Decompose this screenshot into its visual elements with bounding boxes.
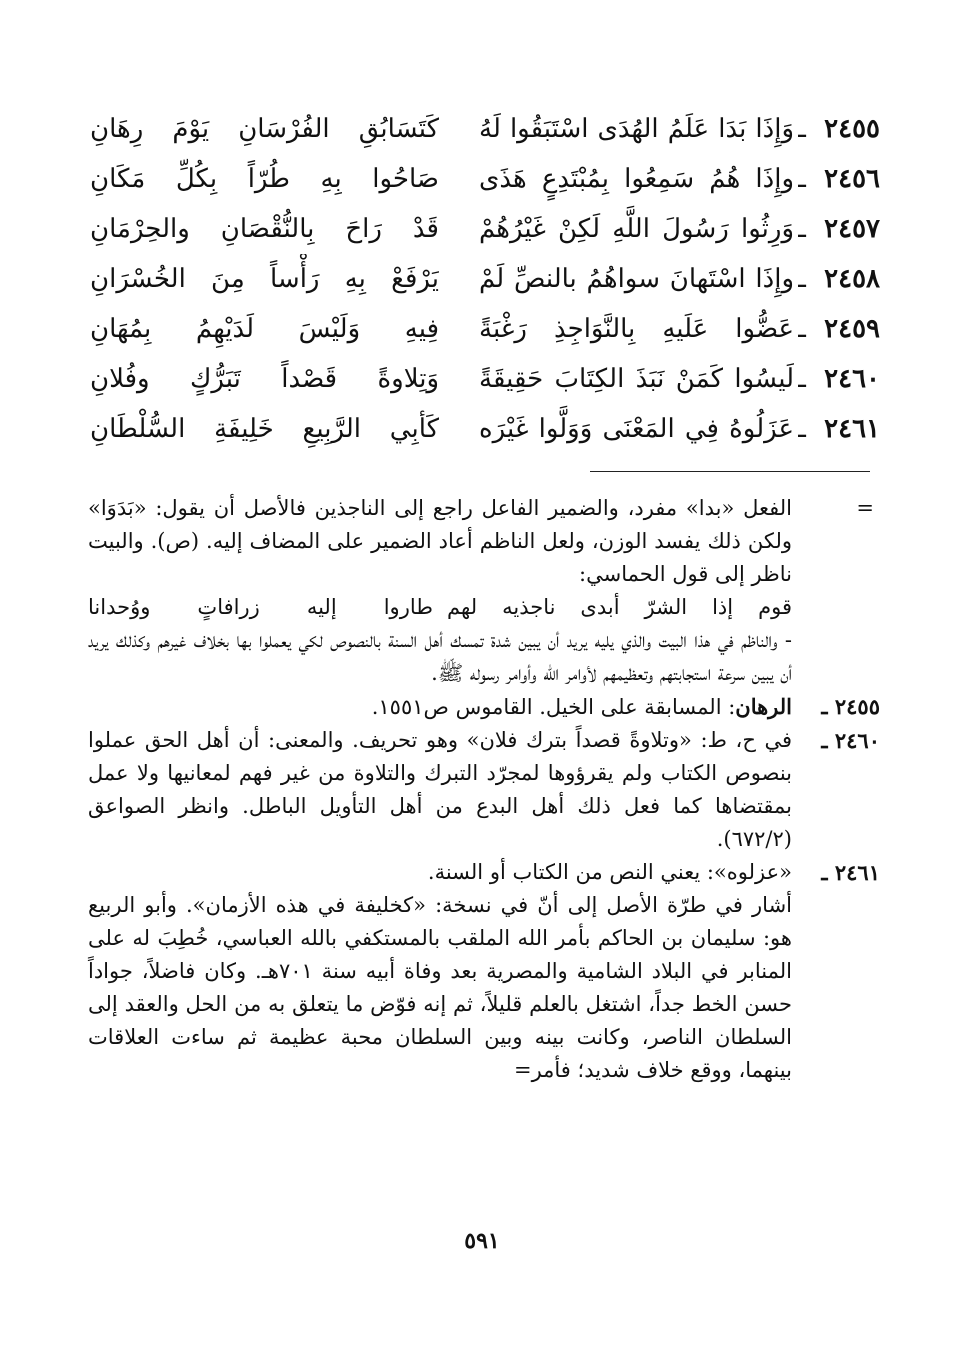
verse-line — [90, 354, 880, 404]
verse-dash: ـ — [798, 164, 806, 194]
footnote-text: - والناظم في هذا البيت والذي يليه يريد أن يبين شدة تمسك أهل السنة بالنصوص لكي يعملوا بها بخلاف غيرهم وكذلك يريد أن يبين سرعة استجابتهم وتعظيمهم لأوامر الله وأوامر رسوله ﷺ. — [88, 628, 792, 685]
verse-dash: ـ — [798, 364, 806, 394]
poem-first-half: قوم إذا الشرّ أبدى ناجذيه لهم — [447, 595, 792, 619]
verse-first-hemistich: وَرِثُوا رَسُولَ اللَّهِ لَكِنْ غَيْرُهُمْ — [479, 214, 794, 244]
verse-second-hemistich: صَاحُوا بِهِ طُرّاً بِكُلِّ مَكَانِ — [90, 164, 439, 194]
verse-number: ٢٤٥٨ — [824, 264, 880, 294]
verse-line — [90, 254, 880, 304]
verse-line — [90, 404, 880, 454]
footnote-number: ٢٤٥٥ ـ — [821, 694, 880, 719]
verse-number: ٢٤٥٥ — [824, 114, 880, 144]
verse-number: ٢٤٦٠ — [824, 364, 880, 394]
continuation-mark: = — [856, 496, 874, 520]
verse-dash: ـ — [798, 114, 806, 144]
verse-number: ٢٤٦١ — [824, 414, 880, 444]
verse-second-hemistich: وَتِلاوةً قَصْداً تَبَرُّكٍ وفُلانِ — [90, 364, 439, 394]
verse-first-hemistich: عَزَلُوهُ فِي المَعْنَى وَوَلَّوا غَيْرَه — [479, 414, 794, 444]
verse-second-hemistich: فِيهِ وَلَيْسَ لَدَيْهِمُ بِمُهَانِ — [90, 314, 439, 344]
verse-first-hemistich: وإِذَا هُمُ سَمِعُوا بِمُبْتَدِعٍ هَذَى — [479, 164, 794, 194]
footnote-text: : المسابقة على الخيل. القاموس ص١٥٥١. — [371, 695, 736, 719]
verse-line — [90, 154, 880, 204]
verse-second-hemistich: كَتَسَابُقِ الفُرْسَانِ يَوْمَ رِهَانِ — [90, 114, 439, 144]
footnote-text: أشار في طرّة الأصل إلى أنّ في نسخة: «كخليفة في هذه الأزمان». وأبو الربيع هو: سليمان بن الحاكم بأمر الله الملقب بالمستكفي بالله العباسي، خُطِبَ له على المنابر في البلاد الشامية والمصرية بعد وفاة أبيه سنة ٧٠١هـ. وكان فاضلاً، جواداً حسن الخط جداً، اشتغل بالعلم قليلاً، ثم إنه فوّض ما يتعلق به من الحل والعقد إلى السلطان الناصر، وكانت بينه وبين السلطان محبة عظيمة ثم ساءت العلاقات بينهما، ووقع خلاف شديد؛ فأمر= — [88, 893, 792, 1082]
verse-line — [90, 104, 880, 154]
footnote-continued — [88, 492, 880, 690]
verse-dash: ـ — [798, 264, 806, 294]
verse-first-hemistich: وَإِذَا بَدَا عَلَمُ الهُدَى اسْتَبَقُوا لَهُ — [479, 114, 794, 144]
footnote-2455 — [88, 690, 880, 724]
verse-first-hemistich: عَضُّوا عَلَيهِ بِالنَّوَاجِذِ رَغْبَةً — [479, 314, 794, 344]
verse-number: ٢٤٥٩ — [824, 314, 880, 344]
verse-second-hemistich: يَرْفَعْ بِهِ رَأْساً مِنَ الخُسْرَانِ — [90, 264, 439, 294]
footnote-separator — [590, 471, 870, 472]
page-number: ٥٩١ — [464, 1228, 500, 1254]
verse-number: ٢٤٥٧ — [824, 214, 880, 244]
verse-first-hemistich: لَيسُوا كَمَنْ نَبَذَ الكِتَابَ حَقِيقَةً — [479, 364, 794, 394]
footnote-number: ٢٤٦٠ ـ — [821, 728, 880, 753]
verse-line — [90, 304, 880, 354]
verse-line — [90, 204, 880, 254]
footnote-text: الفعل «بدا» مفرد، والضمير الفاعل راجع إلى الناجذين فالأصل أن يقول: «بَدَوَا» ولكن ذلك يفسد الوزن، ولعل الناظم أعاد الضمير على المضاف إليه. (ص). والبيت ناظر إلى قول الحماسي: — [88, 496, 792, 586]
verse-second-hemistich: قَدْ رَاحَ بِالنُّقْصَانِ والحِرْمَانِ — [90, 214, 439, 244]
footnote-number: ٢٤٦١ ـ — [821, 860, 880, 885]
verse-dash: ـ — [798, 214, 806, 244]
verse-dash: ـ — [798, 314, 806, 344]
footnotes — [88, 492, 880, 1087]
verse-first-hemistich: وإِذَا اسْتَهانَ سواهُمُ بالنصِّ لَمْ — [479, 264, 794, 294]
poem-second-half: طاروا إليه زرافاتٍ ووُحدانا — [88, 595, 433, 619]
quoted-poem — [88, 591, 792, 624]
verse-block — [90, 104, 880, 454]
verse-number: ٢٤٥٦ — [824, 164, 880, 194]
verse-dash: ـ — [798, 414, 806, 444]
footnote-text: في ح، ط: «وتلاوةً قصداً بترك فلان» وهو تحريف. والمعنى: أن أهل الحق عملوا بنصوص الكتاب ولم يقرؤوها لمجرّد التبرك والتلاوة من غير فهم لمعانيها ولا عمل بمقتضاها كما فعل ذلك أهل البدع من أهل التأويل الباطل. وانظر الصواعق (٦٧٢/٢). — [88, 728, 792, 851]
footnote-2460 — [88, 724, 880, 856]
footnote-text: «عزلوه»: يعني النص من الكتاب أو السنة. — [427, 860, 792, 884]
verse-second-hemistich: كَأبِي الرَّبِيعِ خَلِيفَةِ السُّلْطَانِ — [90, 414, 439, 444]
footnote-keyword: الرهان — [735, 694, 792, 719]
footnote-2461 — [88, 856, 880, 889]
